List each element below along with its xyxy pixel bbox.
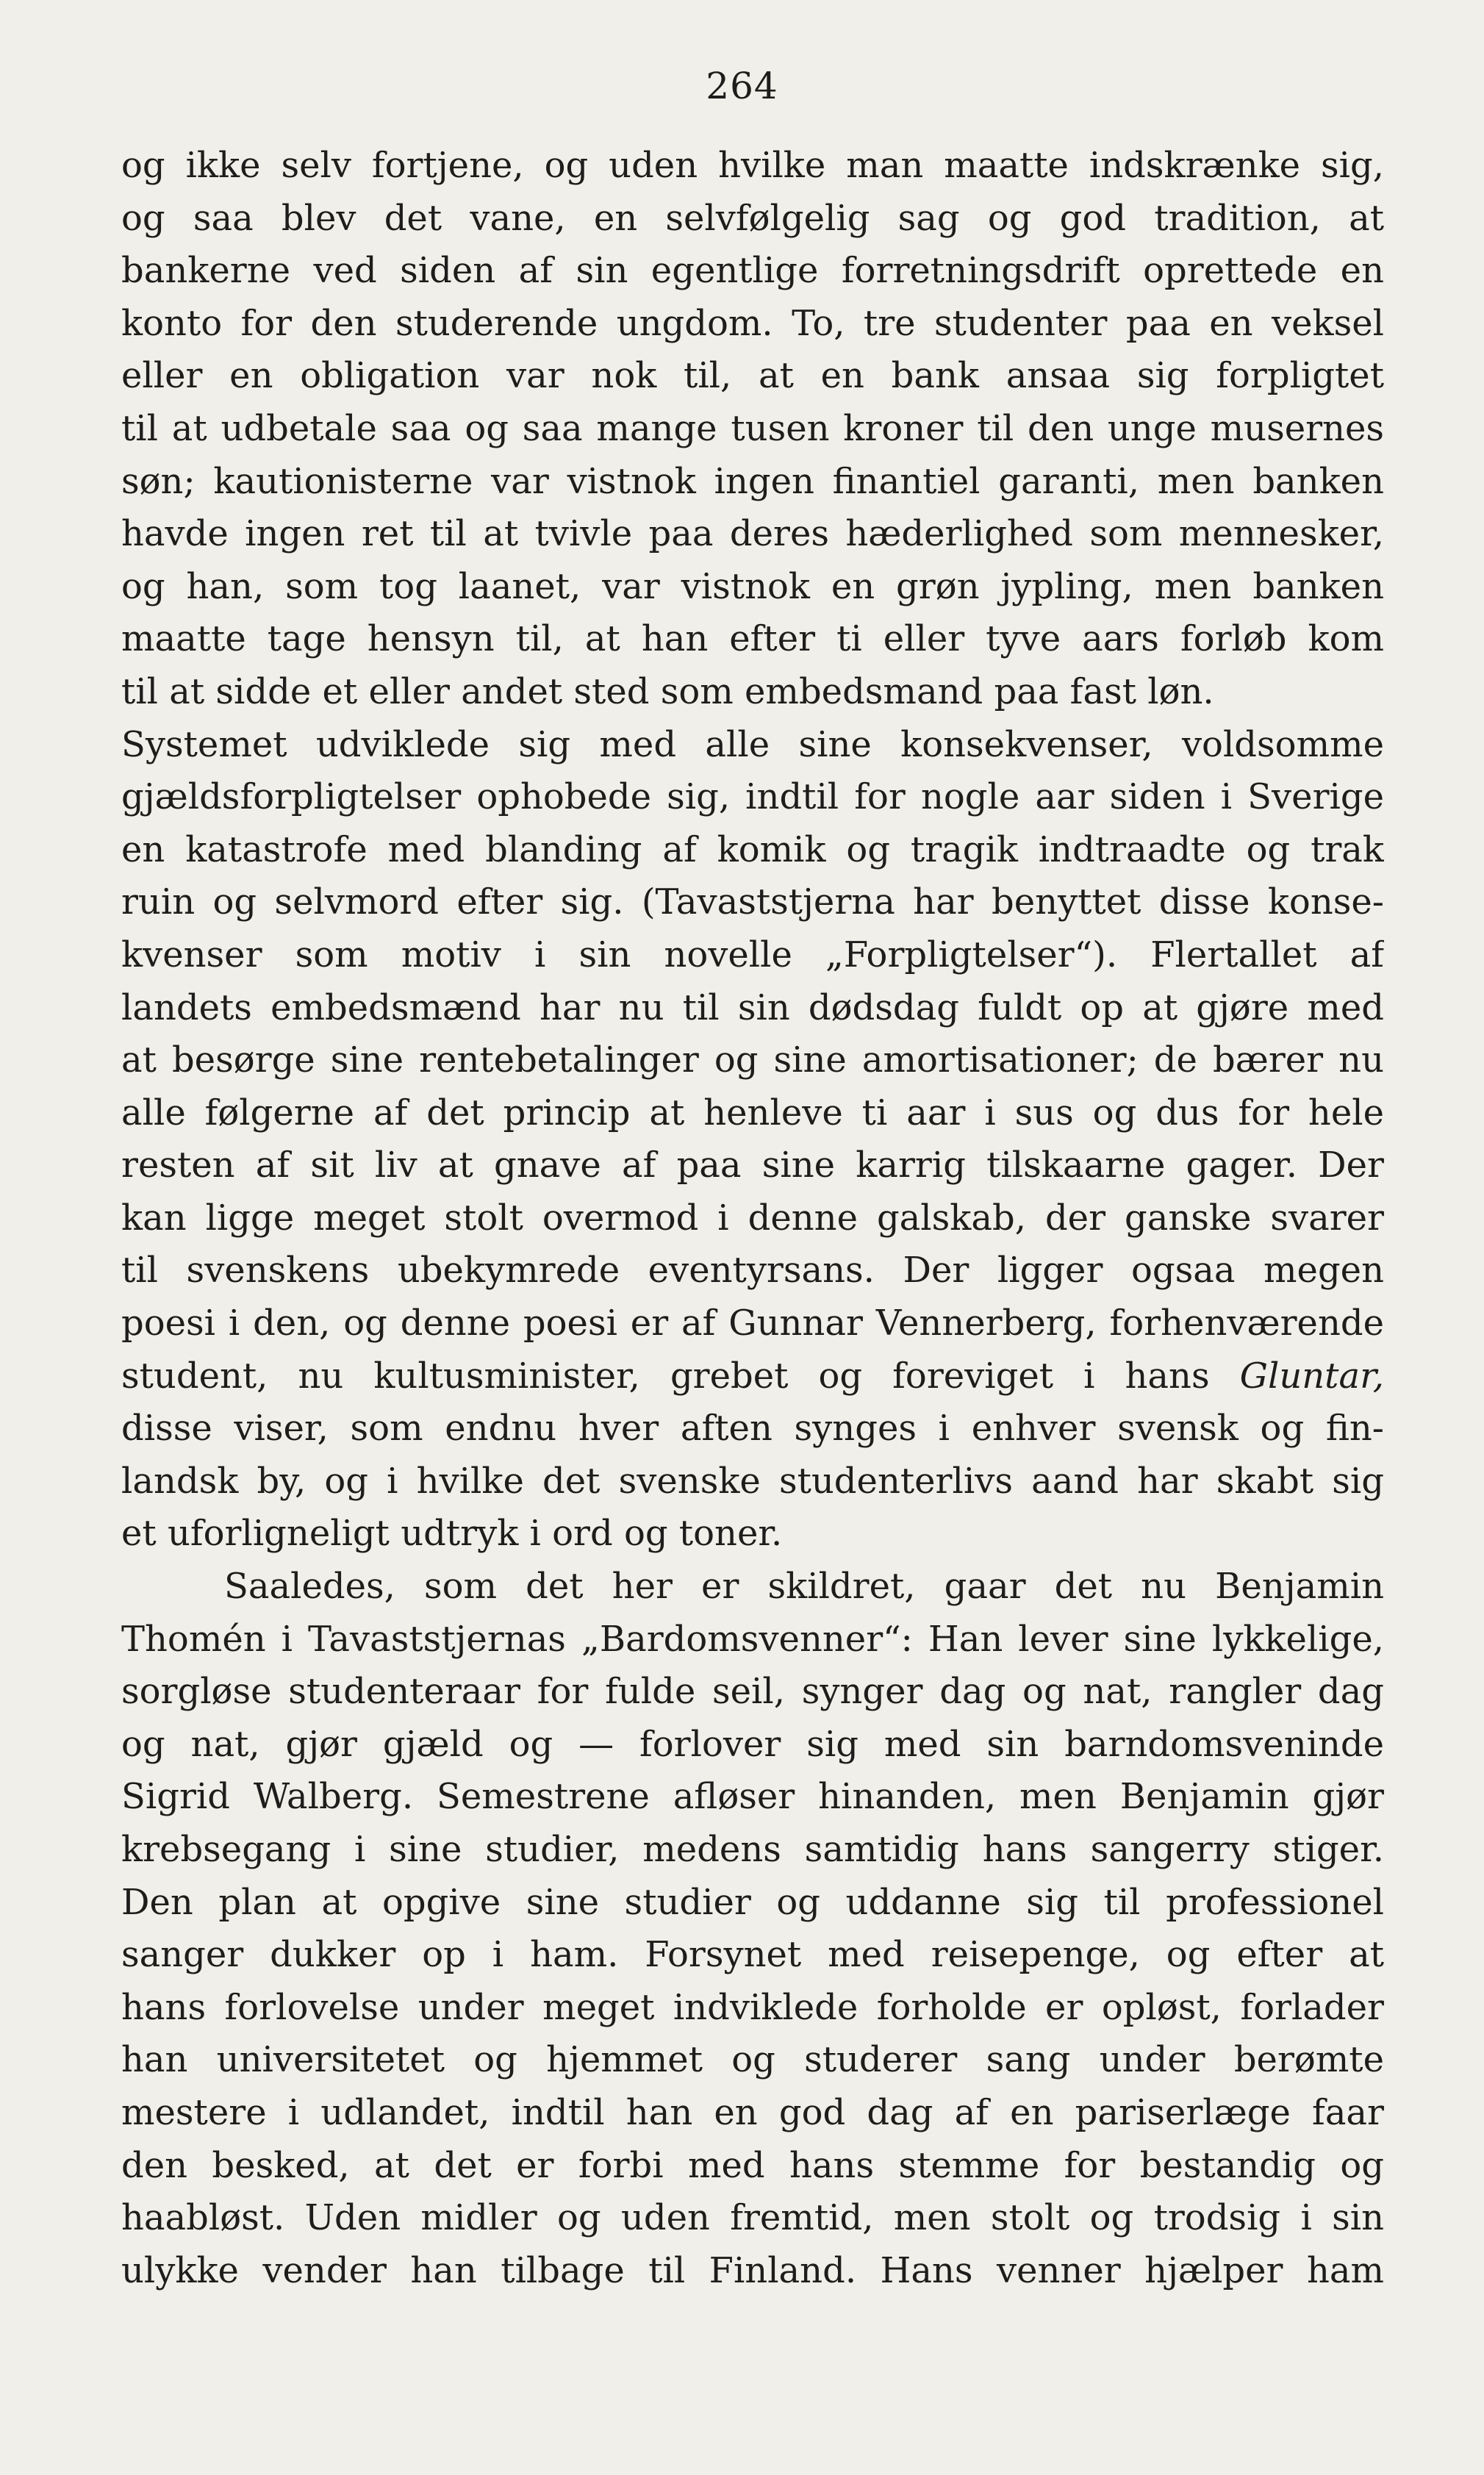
text-line: poesi i den, og denne poesi er af Gunnar Vennerberg, forhenværende xyxy=(121,1303,1384,1344)
text-line: bankerne ved siden af sin egentlige forretningsdrift oprettede en xyxy=(121,250,1384,292)
page-number: 264 xyxy=(706,65,778,107)
text-line: Thomén i Tavaststjernas „Bardomsvenner“: Han lever sine lykkelige, xyxy=(121,1618,1384,1660)
text-line: havde ingen ret til at tvivle paa deres hæderlighed som mennesker, xyxy=(121,513,1384,555)
book-title-gluntar: Gluntar, xyxy=(1239,1355,1384,1397)
body-text xyxy=(121,140,1384,2297)
text-line: til at sidde et eller andet sted som embedsmand paa fast løn. xyxy=(121,670,1214,712)
text-line: gjældsforpligtelser ophobede sig, indtil for nogle aar siden i Sverige xyxy=(121,776,1384,818)
text-line: haabløst. Uden midler og uden fremtid, men stolt og trodsig i sin xyxy=(121,2197,1384,2239)
text-line: Den plan at opgive sine studier og uddanne sig til professionel xyxy=(121,1881,1384,1923)
text-line: ruin og selvmord efter sig. (Tavaststjerna har benyttet disse konse- xyxy=(121,881,1384,923)
text-line: maatte tage hensyn til, at han efter ti eller tyve aars forløb kom xyxy=(121,618,1384,660)
text-line: sanger dukker op i ham. Forsynet med reisepenge, og efter at xyxy=(121,1934,1384,1976)
text-line: landets embedsmænd har nu til sin dødsdag fuldt op at gjøre med xyxy=(121,986,1384,1028)
text-line: mestere i udlandet, indtil han en god dag af en pariserlæge faar xyxy=(121,2091,1384,2133)
text-line: resten af sit liv at gnave af paa sine karrig tilskaarne gager. Der xyxy=(121,1145,1384,1186)
text-line: landsk by, og i hvilke det svenske studenterlivs aand har skabt sig xyxy=(121,1460,1384,1502)
text-line: eller en obligation var nok til, at en bank ansaa sig forpligtet xyxy=(121,355,1384,397)
text-line: et uforligneligt udtryk i ord og toner. xyxy=(121,1513,783,1555)
text-line: til at udbetale saa og saa mange tusen kroner til den unge musernes xyxy=(121,407,1384,449)
text-line: ulykke vender han tilbage til Finland. Hans venner hjælper ham xyxy=(121,2249,1384,2291)
text-line: en katastrofe med blanding af komik og tragik indtraadte og trak xyxy=(121,828,1384,870)
text-line: han universitetet og hjemmet og studerer sang under berømte xyxy=(121,2039,1384,2081)
text-line: at besørge sine rentebetalinger og sine amortisationer; de bærer nu xyxy=(121,1039,1384,1081)
text-line: og saa blev det vane, en selvfølgelig sag og god tradition, at xyxy=(121,197,1384,239)
text-line: Sigrid Walberg. Semestrene afløser hinanden, men Benjamin gjør xyxy=(121,1776,1384,1818)
text-line: alle følgerne af det princip at henleve ti aar i sus og dus for hele xyxy=(121,1092,1384,1133)
text-line: Systemet udviklede sig med alle sine konsekvenser, voldsomme xyxy=(121,723,1384,765)
paragraph-start-line: Saaledes, som det her er skildret, gaar det nu Benjamin xyxy=(224,1566,1384,1608)
text-line: og ikke selv fortjene, og uden hvilke man maatte indskrænke sig, xyxy=(121,145,1384,186)
text-line: hans forlovelse under meget indviklede forholde er opløst, forlader xyxy=(121,1986,1384,2028)
text-line: til svenskens ubekymrede eventyrsans. Der ligger ogsaa megen xyxy=(121,1250,1384,1292)
text-line: konto for den studerende ungdom. To, tre studenter paa en veksel xyxy=(121,302,1384,344)
text-line: kan ligge meget stolt overmod i denne galskab, der ganske svarer xyxy=(121,1197,1384,1239)
text-segment: student, nu kultusminister, grebet og foreviget i hans xyxy=(121,1355,1210,1397)
text-line: og nat, gjør gjæld og — forlover sig med sin barndomsveninde xyxy=(121,1723,1384,1765)
text-line: disse viser, som endnu hver aften synges i enhver svensk og fin- xyxy=(121,1408,1384,1450)
text-line: og han, som tog laanet, var vistnok en grøn jypling, men banken xyxy=(121,565,1384,607)
text-line: kvenser som motiv i sin novelle „Forpligtelser“). Flertallet af xyxy=(121,934,1384,975)
text-line: sorgløse studenteraar for fulde seil, synger dag og nat, rangler dag xyxy=(121,1671,1384,1713)
text-line: søn; kautionisterne var vistnok ingen finantiel garanti, men banken xyxy=(121,460,1384,502)
text-line: den besked, at det er forbi med hans stemme for bestandig og xyxy=(121,2144,1384,2186)
text-line-gluntar xyxy=(121,1350,1384,1403)
text-line: krebsegang i sine studier, medens samtidig hans sangerry stiger. xyxy=(121,1829,1384,1870)
